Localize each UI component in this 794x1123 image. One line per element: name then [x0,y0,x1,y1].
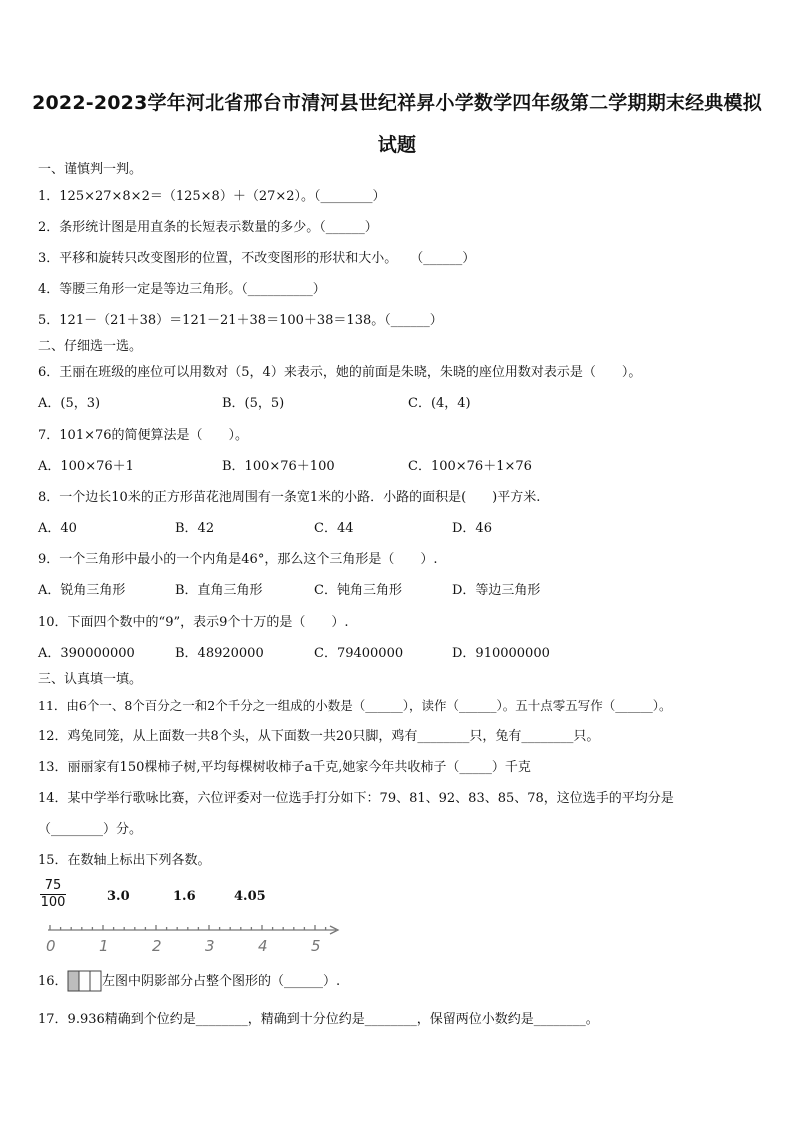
option-d: D．910000000 [452,646,550,661]
option-b: B．(5，5) [222,396,285,411]
option-b: B．42 [175,521,215,536]
page-title-line2: 试题 [377,134,417,156]
question-11: 11．由6个一、8个百分之一和2个千分之一组成的小数是（______），读作（______）。五十点零五写作（______）。 [38,698,672,713]
option-c: C．79400000 [314,646,404,661]
value-label: 1.6 [173,889,196,904]
option-b: B．100×76＋100 [222,459,335,474]
question-7: 7．101×76的简便算法是（ ）。 [38,428,249,443]
question-12: 12．鸡兔同笼，从上面数一共8个头，从下面数一共20只脚，鸡有________只，兔有________只。 [38,729,600,744]
option-a: A．锐角三角形 [38,583,126,598]
option-a: A．40 [38,521,77,536]
fraction-numerator: 75 [40,878,66,895]
question-2: 2．条形统计图是用直条的长短表示数量的多少。（______） [38,220,378,235]
option-b: B．直角三角形 [175,583,263,598]
question-15: 15．在数轴上标出下列各数。 [38,853,211,868]
question-14-answer: （________）分。 [38,822,143,837]
option-a: A．390000000 [38,646,135,661]
question-6: 6．王丽在班级的座位可以用数对（5，4）来表示，她的前面是朱晓，朱晓的座位用数对表示是（ ）。 [38,365,642,380]
section-heading-3: 三、认真填一填。 [38,672,143,687]
option-c: C．(4，4) [408,396,471,411]
question-17: 17．9.936精确到个位约是________，精确到十分位约是________，保留两位小数约是________。 [38,1012,599,1027]
option-c: C．钝角三角形 [314,583,402,598]
value-label: 4.05 [234,889,266,904]
option-b: B．48920000 [175,646,264,661]
value-label: 3.0 [107,889,130,904]
axis-tick-label: 2 [152,937,162,955]
axis-tick-label: 1 [99,937,109,955]
fraction [40,878,66,911]
number-line [44,920,344,956]
section-heading-1: 一、谨慎判一判。 [38,162,143,177]
option-a: A．(5，3) [38,396,101,411]
question-3: 3．平移和旋转只改变图形的位置，不改变图形的形状和大小。 （______） [38,251,476,266]
axis-tick-label: 4 [258,937,268,955]
shaded-rectangle-figure [67,970,103,992]
question-4: 4．等腰三角形一定是等边三角形。（__________） [38,282,326,297]
page-title: 2022-2023学年河北省邢台市清河县世纪祥昇小学数学四年级第二学期期末经典模拟 [32,92,762,114]
option-d: D．等边三角形 [452,583,541,598]
option-c: C．44 [314,521,354,536]
question-10: 10．下面四个数中的“9”，表示9个十万的是（ ）. [38,615,349,630]
option-d: D．46 [452,521,492,536]
axis-tick-label: 0 [46,937,56,955]
question-1: 1．125×27×8×2＝（125×8）＋（27×2）。（________） [38,189,386,204]
axis-tick-label: 3 [205,937,215,955]
question-13: 13．丽丽家有150棵柿子树,平均每棵树收柿子a千克,她家今年共收柿子（_____）千克 [38,760,531,775]
question-8: 8．一个边长10米的正方形苗花池周围有一条宽1米的小路．小路的面积是( )平方米. [38,490,541,505]
fraction-denominator: 100 [40,895,66,910]
section-heading-2: 二、仔细选一选。 [38,339,143,354]
axis-tick-label: 5 [311,937,321,955]
shaded-part [68,971,79,991]
question-9: 9．一个三角形中最小的一个内角是46°，那么这个三角形是（ ）. [38,552,438,567]
question-16-number: 16． [38,974,68,989]
option-c: C．100×76＋1×76 [408,459,532,474]
question-14: 14．某中学举行歌咏比赛，六位评委对一位选手打分如下：79、81、92、83、85、78，这位选手的平均分是 [38,791,674,806]
question-16: 左图中阴影部分占整个图形的（______）. [102,974,341,989]
question-5: 5．121－（21＋38）＝121－21＋38＝100＋38＝138。（______） [38,313,443,328]
option-a: A．100×76＋1 [38,459,134,474]
